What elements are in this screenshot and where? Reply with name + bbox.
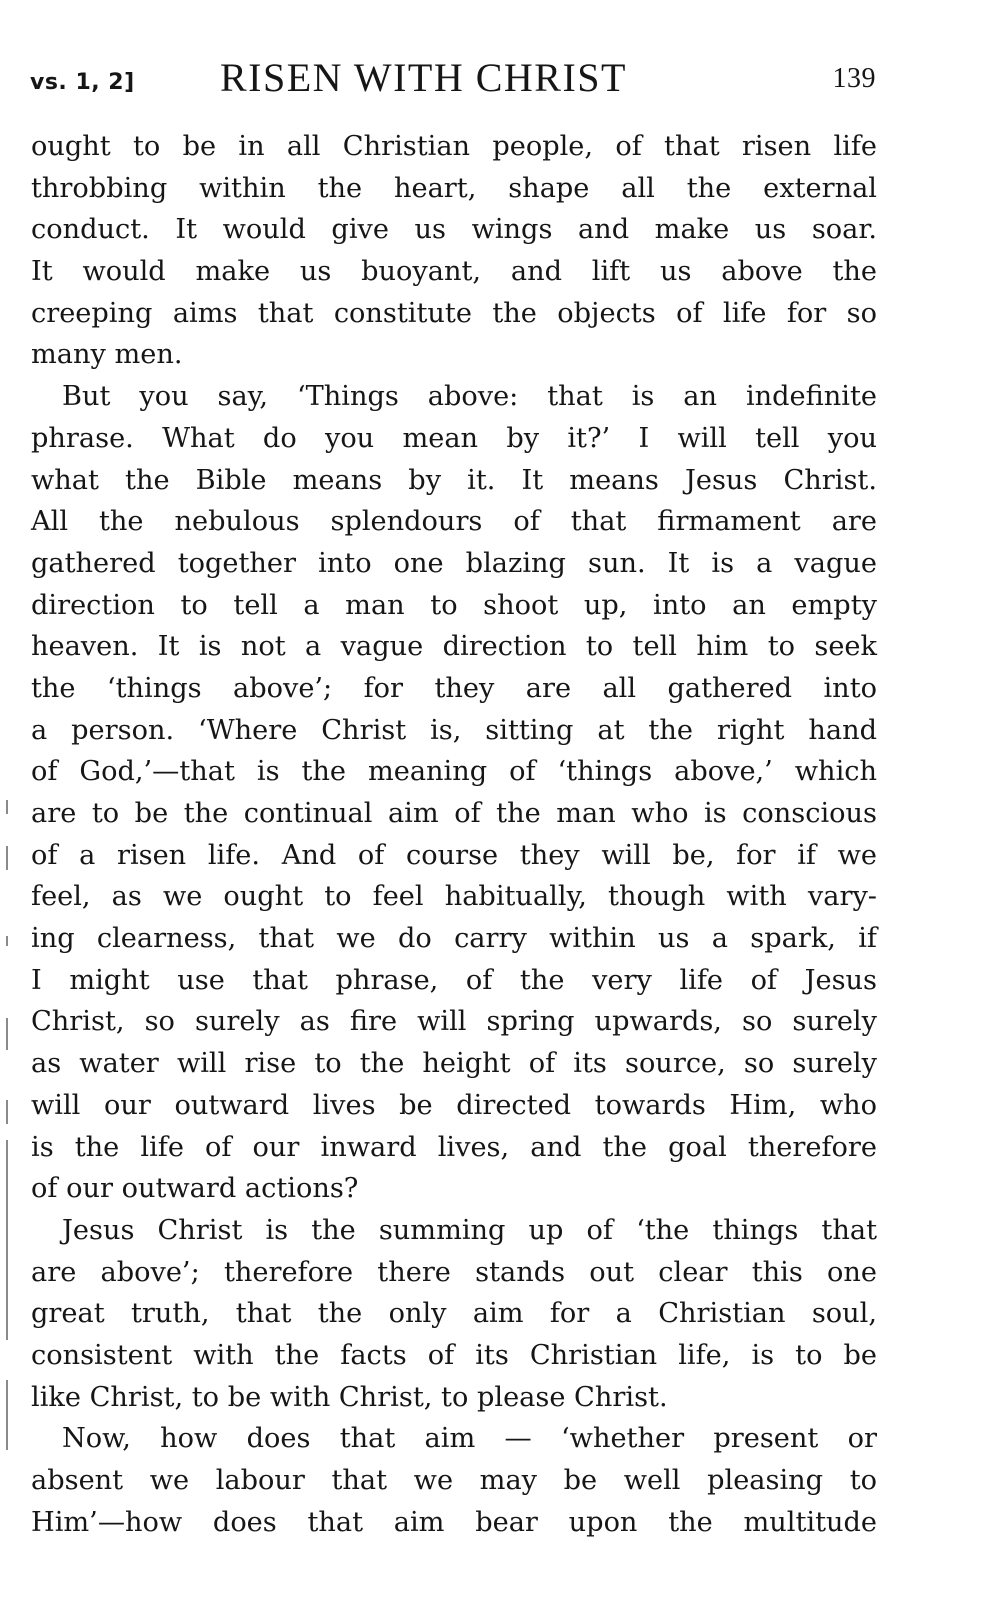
text-line: throbbing within the heart, shape all the external <box>31 172 877 204</box>
text-line: feel, as we ought to feel habitually, though with vary- <box>31 881 877 913</box>
text-line: Christ, so surely as fire will spring upwards, so surely <box>31 1006 877 1038</box>
chapter-title: RISEN WITH CHRIST <box>220 55 627 100</box>
text-line: But you say, ‘Things above: that is an indefinite <box>62 381 877 413</box>
text-line: the ‘things above’; for they are all gathered into <box>31 672 877 704</box>
scan-mark <box>6 1140 8 1340</box>
text-line: gathered together into one blazing sun. It is a vague <box>31 547 877 579</box>
text-line: heaven. It is not a vague direction to tell him to seek <box>31 631 877 663</box>
text-line: I might use that phrase, of the very life of Jesus <box>31 964 877 996</box>
scan-mark <box>6 1100 8 1124</box>
page-number: 139 <box>832 63 876 94</box>
text-line: ought to be in all Christian people, of that risen life <box>31 131 877 162</box>
text-line: Jesus Christ is the summing up of ‘the things that <box>62 1214 877 1246</box>
paragraph <box>31 1418 877 1543</box>
text-line: direction to tell a man to shoot up, into an empty <box>31 589 877 621</box>
paragraph <box>31 376 877 1210</box>
text-line: phrase. What do you mean by it?’ I will tell you <box>31 422 877 454</box>
text-line: All the nebulous splendours of that firmament are <box>31 506 877 538</box>
text-line: It would make us buoyant, and lift us above the <box>31 256 877 288</box>
paragraph <box>31 1210 877 1418</box>
text-line: absent we labour that we may be well pleasing to <box>31 1465 877 1496</box>
text-line: many men. <box>31 339 183 371</box>
text-line: what the Bible means by it. It means Jesus Christ. <box>31 464 877 496</box>
text-line: like Christ, to be with Christ, to please Christ. <box>31 1381 668 1413</box>
verse-reference: vs. 1, 2] <box>30 70 135 95</box>
running-header <box>30 54 876 102</box>
text-line: Him’—how does that aim bear upon the multitude <box>31 1506 877 1538</box>
text-line: are to be the continual aim of the man who is conscious <box>31 798 877 829</box>
text-line: great truth, that the only aim for a Christian soul, <box>31 1298 877 1330</box>
text-line: will our outward lives be directed towards Him, who <box>31 1089 877 1121</box>
text-line: consistent with the facts of its Christian life, is to be <box>31 1339 877 1371</box>
scan-mark <box>6 800 8 814</box>
text-line: of our outward actions? <box>31 1173 359 1205</box>
scan-mark <box>6 1018 8 1050</box>
text-line: is the life of our inward lives, and the goal therefore <box>31 1131 877 1163</box>
text-line: conduct. It would give us wings and make us soar. <box>31 214 877 246</box>
text-line: Now, how does that aim — ‘whether present or <box>62 1423 877 1455</box>
text-line: of God,’—that is the meaning of ‘things above,’ which <box>31 756 877 788</box>
body-text <box>31 126 877 1543</box>
text-line: of a risen life. And of course they will be, for if we <box>31 839 877 871</box>
text-line: a person. ‘Where Christ is, sitting at the right hand <box>31 714 877 746</box>
scan-mark <box>6 936 8 946</box>
text-line: as water will rise to the height of its source, so surely <box>31 1048 877 1080</box>
text-line: are above’; therefore there stands out clear this one <box>31 1256 877 1288</box>
paragraph <box>31 126 877 376</box>
text-line: creeping aims that constitute the objects of life for so <box>31 297 877 329</box>
text-line: ing clearness, that we do carry within us a spark, if <box>31 923 877 955</box>
scan-mark <box>6 1380 8 1450</box>
scan-mark <box>6 846 8 870</box>
